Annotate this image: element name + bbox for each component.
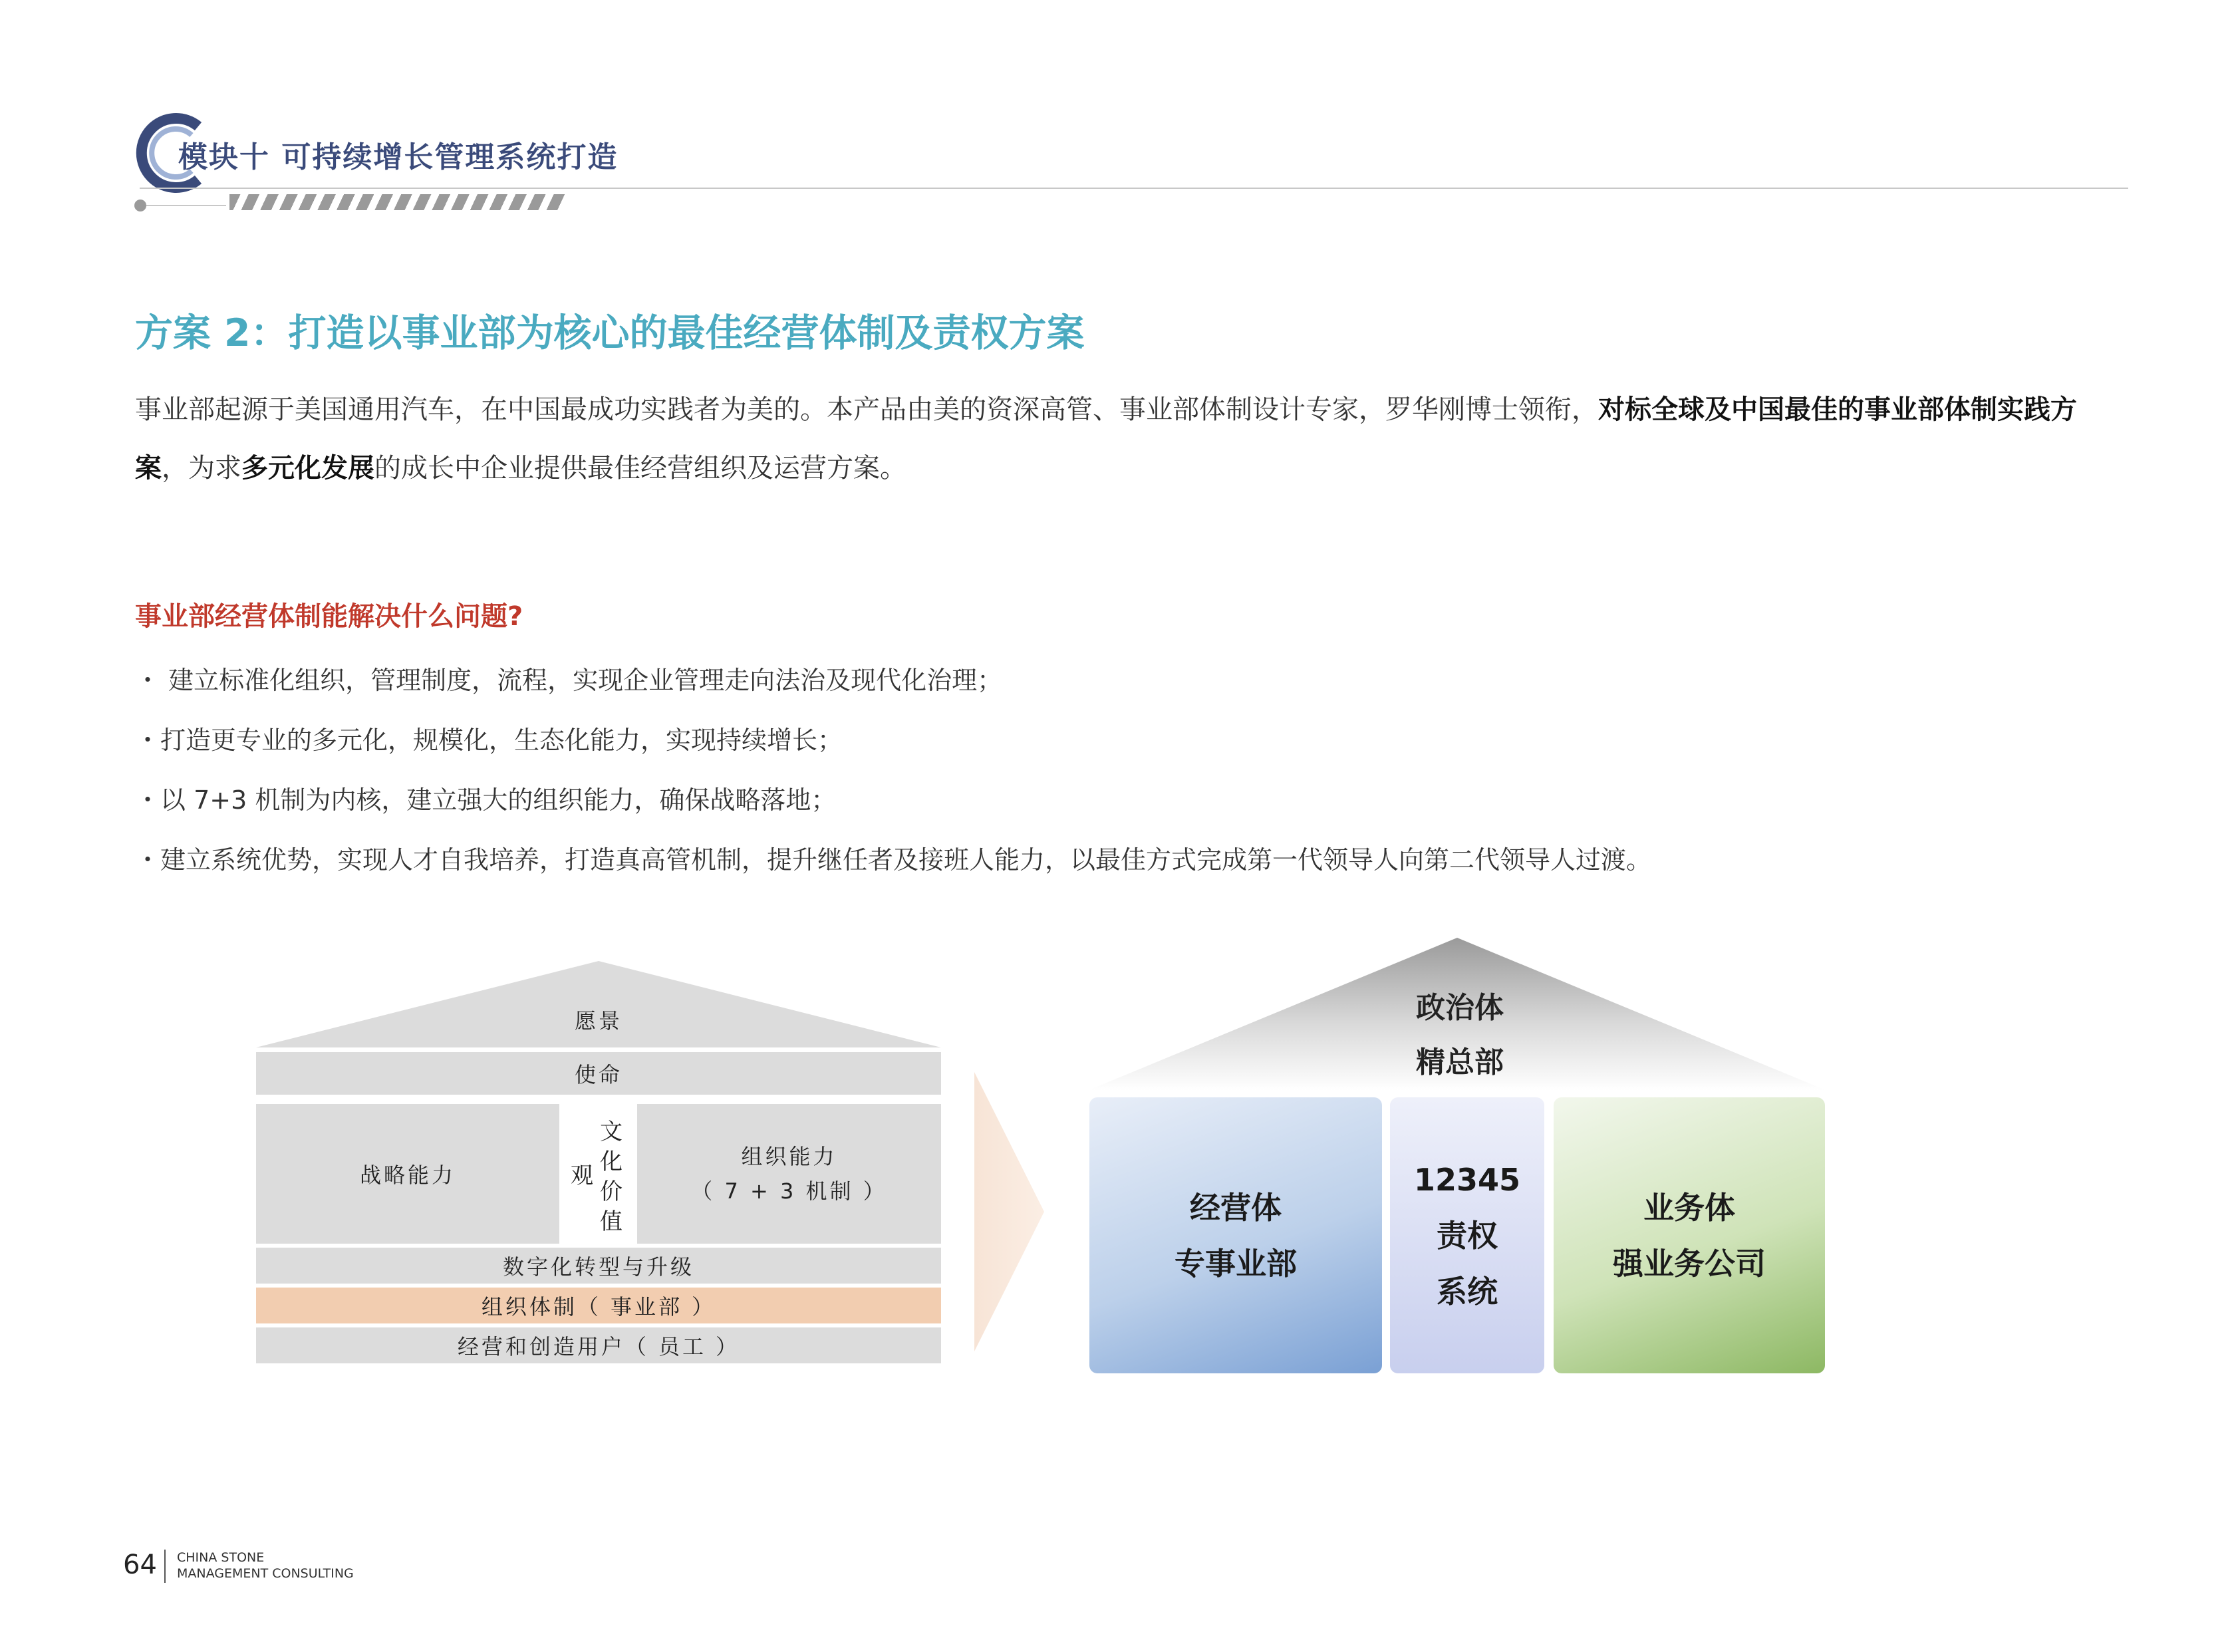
footer-company-line2: MANAGEMENT CONSULTING xyxy=(177,1566,354,1581)
intro-text-2: ，为求 xyxy=(162,453,241,483)
intro-text-1: 事业部起源于美国通用汽车，在中国最成功实践者为美的。本产品由美的资深高管、事业部体制设计专家，罗华刚博士领衔， xyxy=(135,394,1598,425)
intro-bold-1: 对标全球及中国最佳的事业部体制实践方案 xyxy=(135,394,2077,483)
footer-divider xyxy=(164,1550,166,1583)
intro-bold-2: 多元化发展 xyxy=(241,453,374,483)
intro-text-3: 的成长中企业提供最佳经营组织及运营方案。 xyxy=(374,453,906,483)
responsibility-system-box xyxy=(1390,1097,1544,1373)
political-body-line1: 政治体 xyxy=(1416,991,1504,1025)
chevron-right-arrow-icon xyxy=(974,1072,1047,1351)
responsibility-line3: 系统 xyxy=(1437,1273,1498,1309)
footer-company-line1: CHINA STONE xyxy=(177,1550,265,1565)
business-body-line1: 业务体 xyxy=(1643,1189,1735,1226)
political-body-line2: 精总部 xyxy=(1416,1045,1504,1079)
header-dot xyxy=(134,200,146,211)
culture-label-right: 文化价值 xyxy=(600,1119,623,1235)
digital-transformation-box: 数字化转型与升级 xyxy=(256,1248,941,1284)
header-stripe-bar xyxy=(229,194,565,210)
org-capability-box xyxy=(637,1104,941,1244)
responsibility-line1: 12345 xyxy=(1413,1161,1521,1198)
bullet-item: ・以 7+3 机制为内核，建立强大的组织能力，确保战略落地； xyxy=(135,785,837,815)
intro-paragraph xyxy=(135,380,2097,497)
bullet-item: ・ 建立标准化组织，管理制度，流程，实现企业管理走向法治及现代化治理； xyxy=(135,666,1003,695)
header-divider-short xyxy=(146,205,226,206)
header-divider xyxy=(140,188,2128,189)
org-capability-subtitle: （ 7 + 3 机制 ） xyxy=(691,1178,887,1204)
business-body-line2: 强业务公司 xyxy=(1613,1245,1766,1282)
strategy-box: 战略能力 xyxy=(256,1104,559,1244)
political-body-label xyxy=(1220,981,1699,1090)
page-number: 64 xyxy=(123,1550,157,1580)
operating-body-box xyxy=(1089,1097,1382,1373)
culture-label-left: 观 xyxy=(571,1163,593,1189)
mission-box: 使命 xyxy=(256,1052,941,1095)
page-title: 方案 2：打造以事业部为核心的最佳经营体制及责权方案 xyxy=(135,311,1085,355)
bullet-item: ・建立系统优势，实现人才自我培养，打造真高管机制，提升继任者及接班人能力，以最佳方式完成第一代领导人向第二代领导人过渡。 xyxy=(135,845,1652,875)
footer-company xyxy=(177,1550,354,1582)
module-title: 模块十 可持续增长管理系统打造 xyxy=(178,140,619,174)
org-system-box: 组织体制（ 事业部 ） xyxy=(256,1288,941,1323)
operating-body-line2: 专事业部 xyxy=(1175,1245,1297,1282)
responsibility-line2: 责权 xyxy=(1437,1217,1498,1254)
bullet-item: ・打造更专业的多元化，规模化，生态化能力，实现持续增长； xyxy=(135,726,843,755)
vision-label: 愿景 xyxy=(574,1008,623,1033)
question-heading: 事业部经营体制能解决什么问题? xyxy=(135,601,523,632)
operators-box: 经营和创造用户（ 员工 ） xyxy=(256,1327,941,1363)
operating-body-line1: 经营体 xyxy=(1190,1189,1282,1226)
business-body-box xyxy=(1554,1097,1825,1373)
org-capability-title: 组织能力 xyxy=(741,1144,837,1169)
